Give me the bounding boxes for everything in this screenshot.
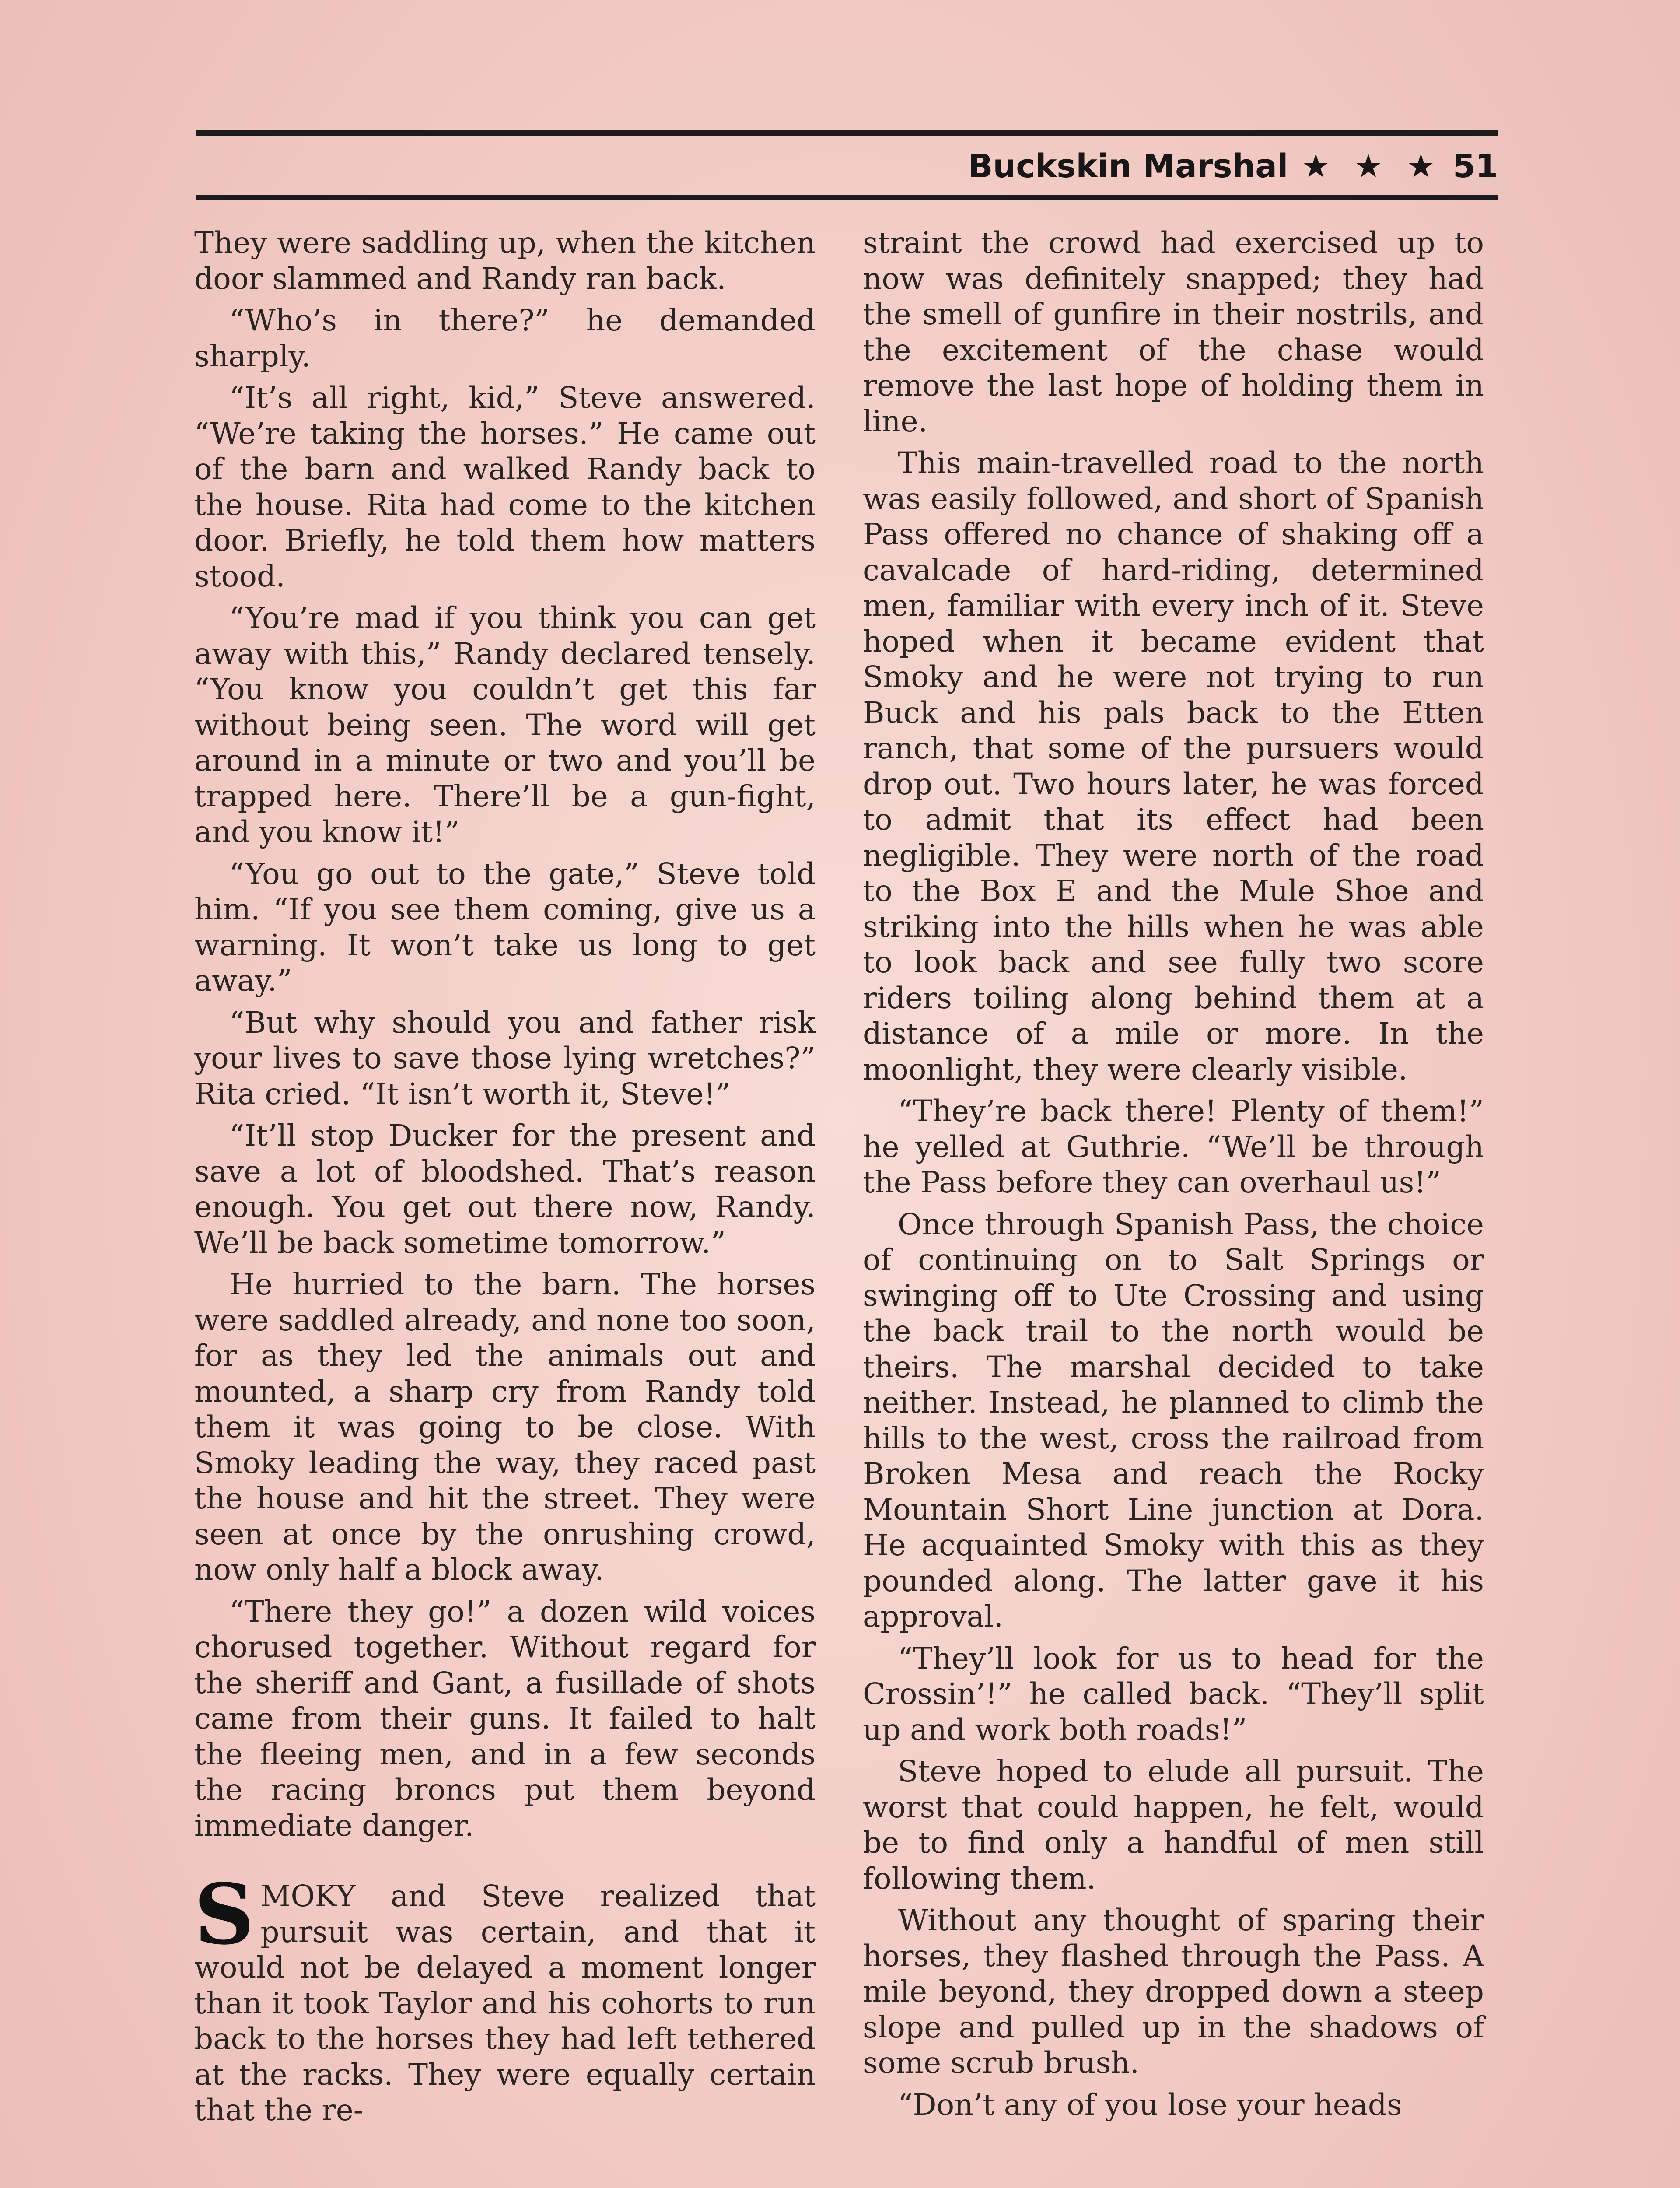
paragraph: Steve hoped to elude all pursuit. The worst that could happen, he felt, would be to find only a handful of men still following them.: [863, 1754, 1484, 1896]
paragraph: “There they go!” a dozen wild voices chorused together. Without regard for the sheriff and Gant, a fusillade of shots came from their guns. It failed to halt the fleeing men, and in a few seconds the racing broncs put them beyond immediate danger.: [194, 1594, 816, 1843]
story-title: Buckskin Marshal: [968, 147, 1288, 185]
paragraph: Without any thought of sparing their horses, they flashed through the Pass. A mile beyond, they dropped down a steep slope and pulled up in the shadows of some scrub brush.: [863, 1903, 1484, 2080]
paragraph: They were saddling up, when the kitchen door slammed and Randy ran back.: [194, 225, 816, 296]
page-number: 51: [1453, 147, 1498, 185]
drop-cap: S: [194, 1865, 255, 1963]
running-header: [196, 140, 1498, 193]
paragraph: “But why should you and father risk your lives to save those lying wretches?” Rita cried. “It isn’t worth it, Steve!”: [194, 1005, 816, 1111]
paragraph: “They’re back there! Plenty of them!” he yelled at Guthrie. “We’ll be through the Pass before they can overhaul us!”: [863, 1094, 1484, 1199]
section-start-text: MOKY and Steve realized that pursuit was certain, and that it would not be delayed a moment longer than it took Taylor and his cohorts to run back to the horses they had left tethered at the racks. They were equally certain that the re-: [194, 1879, 816, 2127]
paragraph: “You’re mad if you think you can get away with this,” Randy declared tensely. “You know you couldn’t get this far without being seen. The word will get around in a minute or two and you’ll be trapped here. There’ll be a gun-fight, and you know it!”: [194, 600, 816, 849]
paragraph: “Who’s in there?” he demanded sharply.: [194, 303, 816, 373]
paragraph: straint the crowd had exercised up to now was definitely snapped; they had the smell of gunfire in their nostrils, and the excitement of the chase would remove the last hope of holding them in line.: [863, 225, 1484, 438]
paragraph: “You go out to the gate,” Steve told him. “If you see them coming, give us a warning. It won’t take us long to get away.”: [194, 856, 816, 998]
left-column: [194, 225, 816, 2134]
section-start-paragraph: [194, 1865, 816, 2128]
paragraph: “It’ll stop Ducker for the present and save a lot of bloodshed. That’s reason enough. You get out there now, Randy. We’ll be back sometime tomorrow.”: [194, 1118, 816, 1260]
star-icons: ★ ★ ★: [1301, 147, 1442, 185]
header-rule-bottom: [196, 195, 1498, 200]
paragraph: Once through Spanish Pass, the choice of continuing on to Salt Springs or swinging off to Ute Crossing and using the back trail to the north would be theirs. The marshal decided to take neither. Instead, he planned to climb the hills to the west, cross the railroad from Broken Mesa and reach the Rocky Mountain Short Line junction at Dora. He acquainted Smoky with this as they pounded along. The latter gave it his approval.: [863, 1206, 1484, 1634]
paragraph: This main-travelled road to the north was easily followed, and short of Spanish Pass offered no chance of shaking off a cavalcade of hard-riding, determined men, familiar with every inch of it. Steve hoped when it became evident that Smoky and he were not trying to run Buck and his pals back to the Etten ranch, that some of the pursuers would drop out. Two hours later, he was forced to admit that its effect had been negligible. They were north of the road to the Box E and the Mule Shoe and striking into the hills when he was able to look back and see fully two score riders toiling along behind them at a distance of a mile or more. In the moonlight, they were clearly visible.: [863, 445, 1484, 1087]
paragraph: “They’ll look for us to head for the Crossin’!” he called back. “They’ll split up and work both roads!”: [863, 1641, 1484, 1747]
right-column: [863, 225, 1484, 2128]
paragraph: He hurried to the barn. The horses were saddled already, and none too soon, for as they led the animals out and mounted, a sharp cry from Randy told them it was going to be close. With Smoky leading the way, they raced past the house and hit the street. They were seen at once by the onrushing crowd, now only half a block away.: [194, 1267, 816, 1587]
paragraph: “It’s all right, kid,” Steve answered. “We’re taking the horses.” He came out of the barn and walked Randy back to the house. Rita had come to the kitchen door. Briefly, he told them how matters stood.: [194, 380, 816, 593]
header-rule-top: [196, 130, 1498, 136]
paragraph: “Don’t any of you lose your heads: [898, 2087, 1402, 2122]
